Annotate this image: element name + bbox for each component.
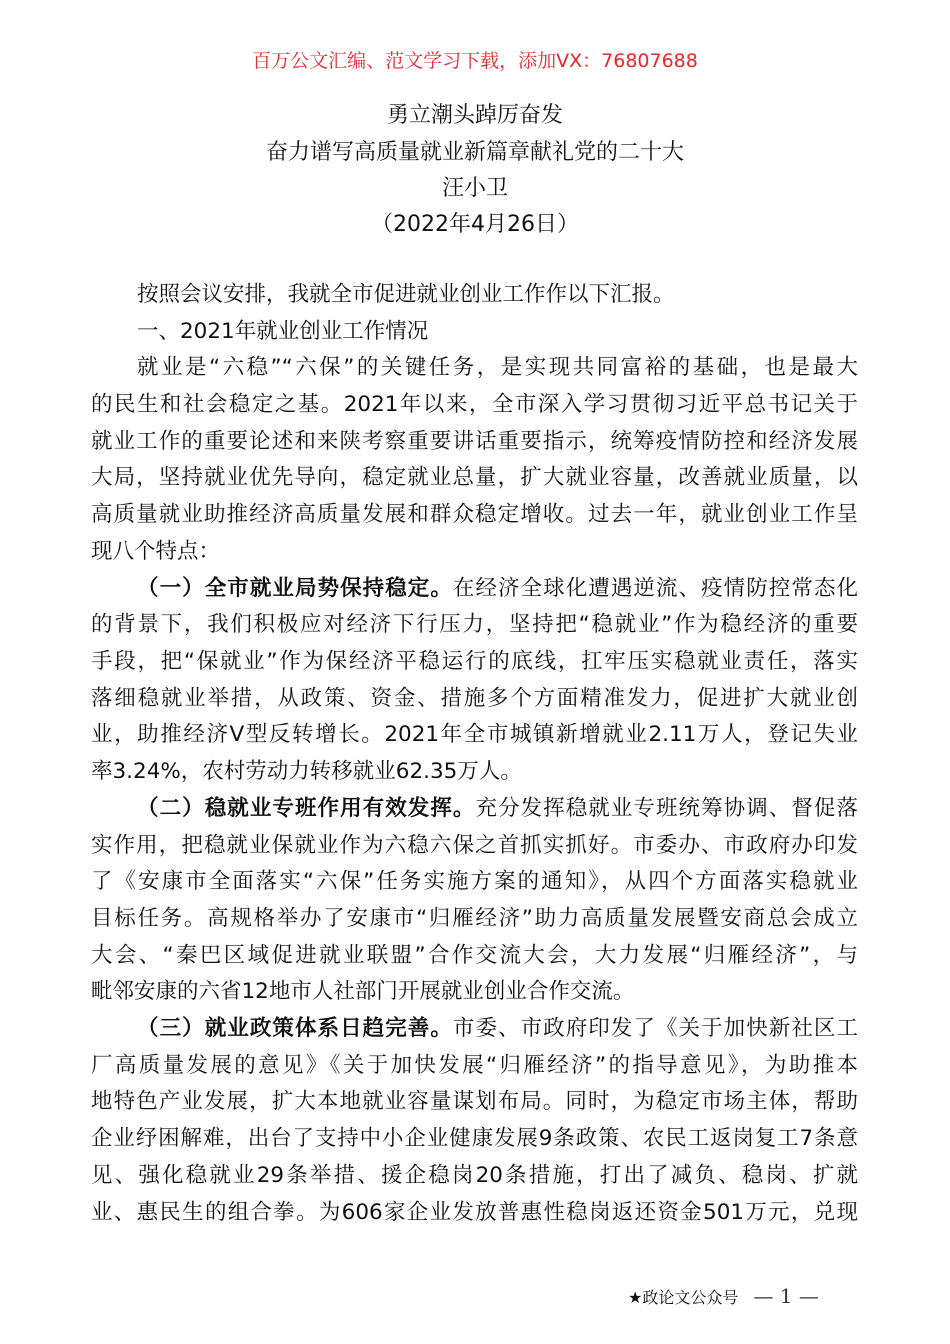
line-text: 的民生和社会稳定之基。2021年以来，全市深入学习贯彻习近平总书记关于: [91, 392, 858, 417]
paragraph-line: [91, 647, 858, 677]
line-text: 了《安康市全面落实“六保”任务实施方案的通知》，从四个方面落实稳就业: [91, 869, 858, 894]
paragraph-line: [91, 977, 858, 1007]
paragraph-line: [91, 684, 858, 714]
paragraph-line: [91, 941, 858, 971]
line-text: 高质量就业助推经济高质量发展和群众稳定增收。过去一年，就业创业工作呈: [91, 502, 858, 527]
line-text: 大局，坚持就业优先导向，稳定就业总量，扩大就业容量，改善就业质量，以: [91, 465, 858, 490]
section-heading: （二）稳就业专班作用有效发挥。: [137, 796, 476, 821]
title-line-2: 奋力谱写高质量就业新篇章献礼党的二十大: [265, 140, 684, 165]
line-text: 实作用，把稳就业保就业作为六稳六保之首抓实抓好。市委办、市政府办印发: [91, 833, 858, 858]
line-text: 现八个特点：: [91, 539, 221, 564]
line-text: 业、惠民生的组合拳。为606家企业发放普惠性稳岗返还资金501万元，兑现: [91, 1200, 858, 1225]
section-heading: （三）就业政策体系日趋完善。: [137, 1016, 453, 1041]
footer-source: ★政论文公众号: [628, 1288, 739, 1307]
paragraph-line: [91, 757, 858, 787]
line-text: 充分发挥稳就业专班统筹协调、督促落: [475, 796, 858, 821]
paragraph-line: [91, 794, 858, 824]
paragraph-line: [91, 1014, 858, 1044]
line-text: 的背景下，我们积极应对经济下行压力，坚持把“稳就业”作为稳经济的重要: [91, 612, 858, 637]
line-text: 厂高质量发展的意见》《关于加快发展“归雁经济”的指导意见》，为助推本: [91, 1053, 858, 1078]
date: （2022年4月26日）: [371, 212, 579, 237]
line-text: 率3.24%，农村劳动力转移就业62.35万人。: [91, 759, 522, 784]
paragraph-line: [91, 1161, 858, 1191]
paragraph-line: [91, 610, 858, 640]
watermark-banner: 百万公文汇编、范文学习下载，添加VX：76807688: [252, 50, 698, 72]
paragraph-line: [91, 1087, 858, 1117]
line-text: 就业工作的重要论述和来陕考察重要讲话重要指示，统筹疫情防控和经济发展: [91, 429, 858, 454]
line-text: 毗邻安康的六省12地市人社部门开展就业创业合作交流。: [91, 979, 635, 1004]
title-line-1: 勇立潮头踔厉奋发: [386, 103, 563, 128]
paragraph-line: [91, 463, 858, 493]
page-footer: [628, 1284, 819, 1308]
line-text: 大会、“秦巴区域促进就业联盟”合作交流大会，大力发展“归雁经济”，与: [91, 943, 858, 968]
paragraph-line: [91, 867, 858, 897]
paragraph-line: [91, 390, 858, 420]
paragraph-line: [91, 574, 858, 604]
line-text: 按照会议安排，我就全市促进就业创业工作作以下汇报。: [137, 282, 675, 307]
line-text: 业，助推经济V型反转增长。2021年全市城镇新增就业2.11万人，登记失业: [91, 722, 858, 747]
line-text: 就业是“六稳”“六保”的关键任务，是实现共同富裕的基础，也是最大: [137, 355, 858, 380]
paragraph-line: [91, 500, 858, 530]
paragraph-line: [91, 720, 858, 750]
paragraph-line: [91, 1124, 858, 1154]
paragraph-line: [91, 537, 858, 567]
line-text: 目标任务。高规格举办了安康市“归雁经济”助力高质量发展暨安商总会成立: [91, 906, 858, 931]
section-heading-1: [91, 317, 858, 347]
page-number: — 1 —: [753, 1284, 819, 1308]
paragraph-line: [91, 1051, 858, 1081]
intro-paragraph: [91, 280, 858, 310]
line-text: 企业纾困解难，出台了支持中小企业健康发展9条政策、农民工返岗复工7条意: [91, 1126, 858, 1151]
line-text: 落细稳就业举措，从政策、资金、措施多个方面精准发力，促进扩大就业创: [91, 686, 858, 711]
paragraph-line: [91, 1198, 858, 1228]
section-heading: （一）全市就业局势保持稳定。: [137, 576, 453, 601]
line-text: 见、强化稳就业29条举措、援企稳岗20条措施，打出了减负、稳岗、扩就: [91, 1163, 858, 1188]
line-text: 手段，把“保就业”作为保经济平稳运行的底线，扛牢压实稳就业责任，落实: [91, 649, 858, 674]
line-text: 市委、市政府印发了《关于加快新社区工: [452, 1016, 858, 1041]
line-text: 在经济全球化遭遇逆流、疫情防控常态化: [452, 576, 858, 601]
line-text: 一、2021年就业创业工作情况: [137, 319, 429, 344]
paragraph-line: [91, 427, 858, 457]
paragraph-line: [91, 904, 858, 934]
line-text: 地特色产业发展，扩大本地就业容量谋划布局。同时，为稳定市场主体，帮助: [91, 1089, 858, 1114]
author: 汪小卫: [441, 176, 508, 201]
paragraph-line: [91, 353, 858, 383]
paragraph-line: [91, 831, 858, 861]
